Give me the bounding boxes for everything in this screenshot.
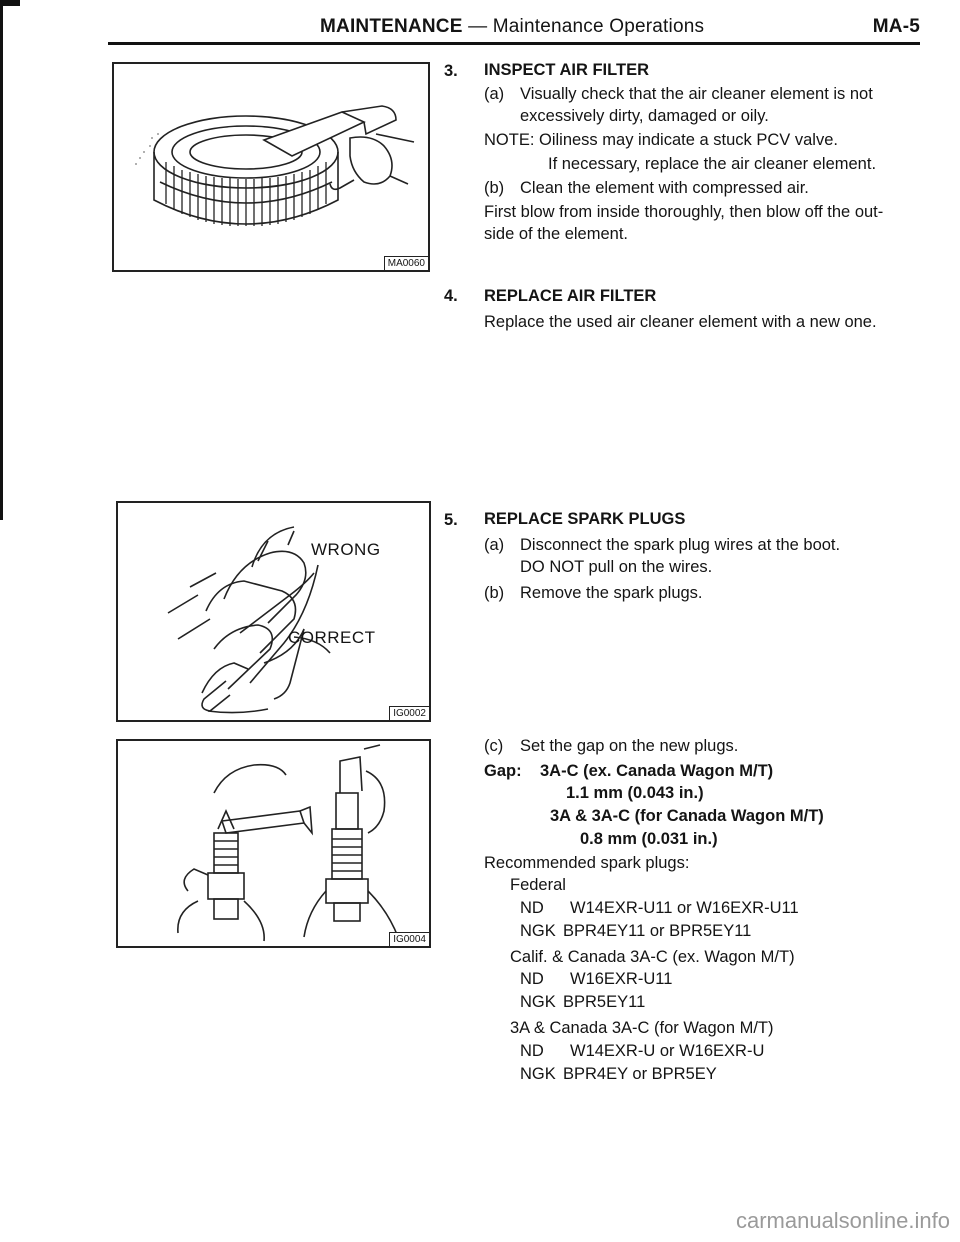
figure-air-filter (112, 62, 430, 272)
header-rule (108, 42, 920, 45)
plug-brand: NGK (520, 1065, 556, 1083)
header-section (320, 16, 704, 38)
plug-brand: ND (520, 899, 544, 917)
gap-spec: 3A-C (ex. Canada Wagon M/T) (540, 762, 774, 780)
sub-marker: (b) (484, 584, 505, 602)
body-text: First blow from inside thoroughly, then blow off the out- (484, 203, 884, 221)
air-filter-illustration (114, 64, 428, 270)
plug-part: BPR4EY or BPR5EY (563, 1065, 717, 1083)
step-number: 5. (444, 511, 458, 529)
figure-spark-plug-gap (116, 739, 431, 948)
plug-group-title: Calif. & Canada 3A-C (ex. Wagon M/T) (510, 948, 795, 966)
figure-code: IG0004 (389, 932, 429, 946)
gap-label: Gap: (484, 762, 522, 780)
plug-brand: NGK (520, 922, 556, 940)
step-title: REPLACE SPARK PLUGS (484, 510, 686, 528)
body-text: DO NOT pull on the wires. (520, 558, 713, 576)
step-number: 3. (444, 62, 458, 80)
body-text: Replace the used air cleaner element with a new one. (484, 313, 877, 331)
plug-group-title: Federal (510, 876, 566, 894)
step-number: 4. (444, 287, 458, 305)
plug-part: W14EXR-U11 or W16EXR-U11 (570, 899, 799, 917)
body-text: Disconnect the spark plug wires at the boot. (520, 536, 841, 554)
sub-marker: (b) (484, 179, 505, 197)
spark-plug-wire-illustration (118, 503, 429, 720)
scan-edge-line (0, 0, 3, 520)
plug-part: W14EXR-U or W16EXR-U (570, 1042, 765, 1060)
figure-spark-plug-wires (116, 501, 431, 722)
plug-part: BPR4EY11 or BPR5EY11 (563, 922, 752, 940)
label-wrong: WRONG (311, 540, 381, 559)
label-correct: CORRECT (288, 628, 376, 647)
plug-part: W16EXR-U11 (570, 970, 673, 988)
plug-group-title: 3A & Canada 3A-C (for Wagon M/T) (510, 1019, 774, 1037)
gap-value: 0.8 mm (0.031 in.) (580, 830, 718, 848)
body-text: Visually check that the air cleaner element is not (520, 85, 873, 103)
gap-spec: 3A & 3A-C (for Canada Wagon M/T) (550, 807, 824, 825)
corner-scan-mark (0, 0, 20, 6)
header-section-text: MAINTENANCE (320, 16, 463, 37)
body-text: Recommended spark plugs: (484, 854, 690, 872)
page-number: MA-5 (872, 16, 920, 37)
sub-marker: (c) (484, 737, 504, 755)
gap-value: 1.1 mm (0.043 in.) (566, 784, 704, 802)
body-text: excessively dirty, damaged or oily. (520, 107, 769, 125)
body-text: Clean the element with compressed air. (520, 179, 809, 197)
body-text: side of the element. (484, 225, 629, 243)
step-title: REPLACE AIR FILTER (484, 287, 657, 305)
spark-plug-gap-illustration (118, 741, 429, 946)
note-text: NOTE: Oiliness may indicate a stuck PCV valve. (484, 131, 838, 149)
watermark: carmanualsonline.info (735, 1208, 950, 1233)
figure-code: MA0060 (384, 256, 428, 270)
plug-brand: ND (520, 1042, 544, 1060)
plug-part: BPR5EY11 (563, 993, 646, 1011)
header-dash: — (468, 16, 488, 37)
sub-marker: (a) (484, 536, 505, 554)
page-header (320, 16, 920, 42)
body-text: If necessary, replace the air cleaner element. (548, 155, 877, 173)
plug-brand: NGK (520, 993, 556, 1011)
plug-brand: ND (520, 970, 544, 988)
body-text: Set the gap on the new plugs. (520, 737, 739, 755)
body-text: Remove the spark plugs. (520, 584, 703, 602)
step-title: INSPECT AIR FILTER (484, 61, 649, 79)
figure-code: IG0002 (389, 706, 429, 720)
header-subsection: Maintenance Operations (492, 16, 705, 37)
sub-marker: (a) (484, 85, 505, 103)
